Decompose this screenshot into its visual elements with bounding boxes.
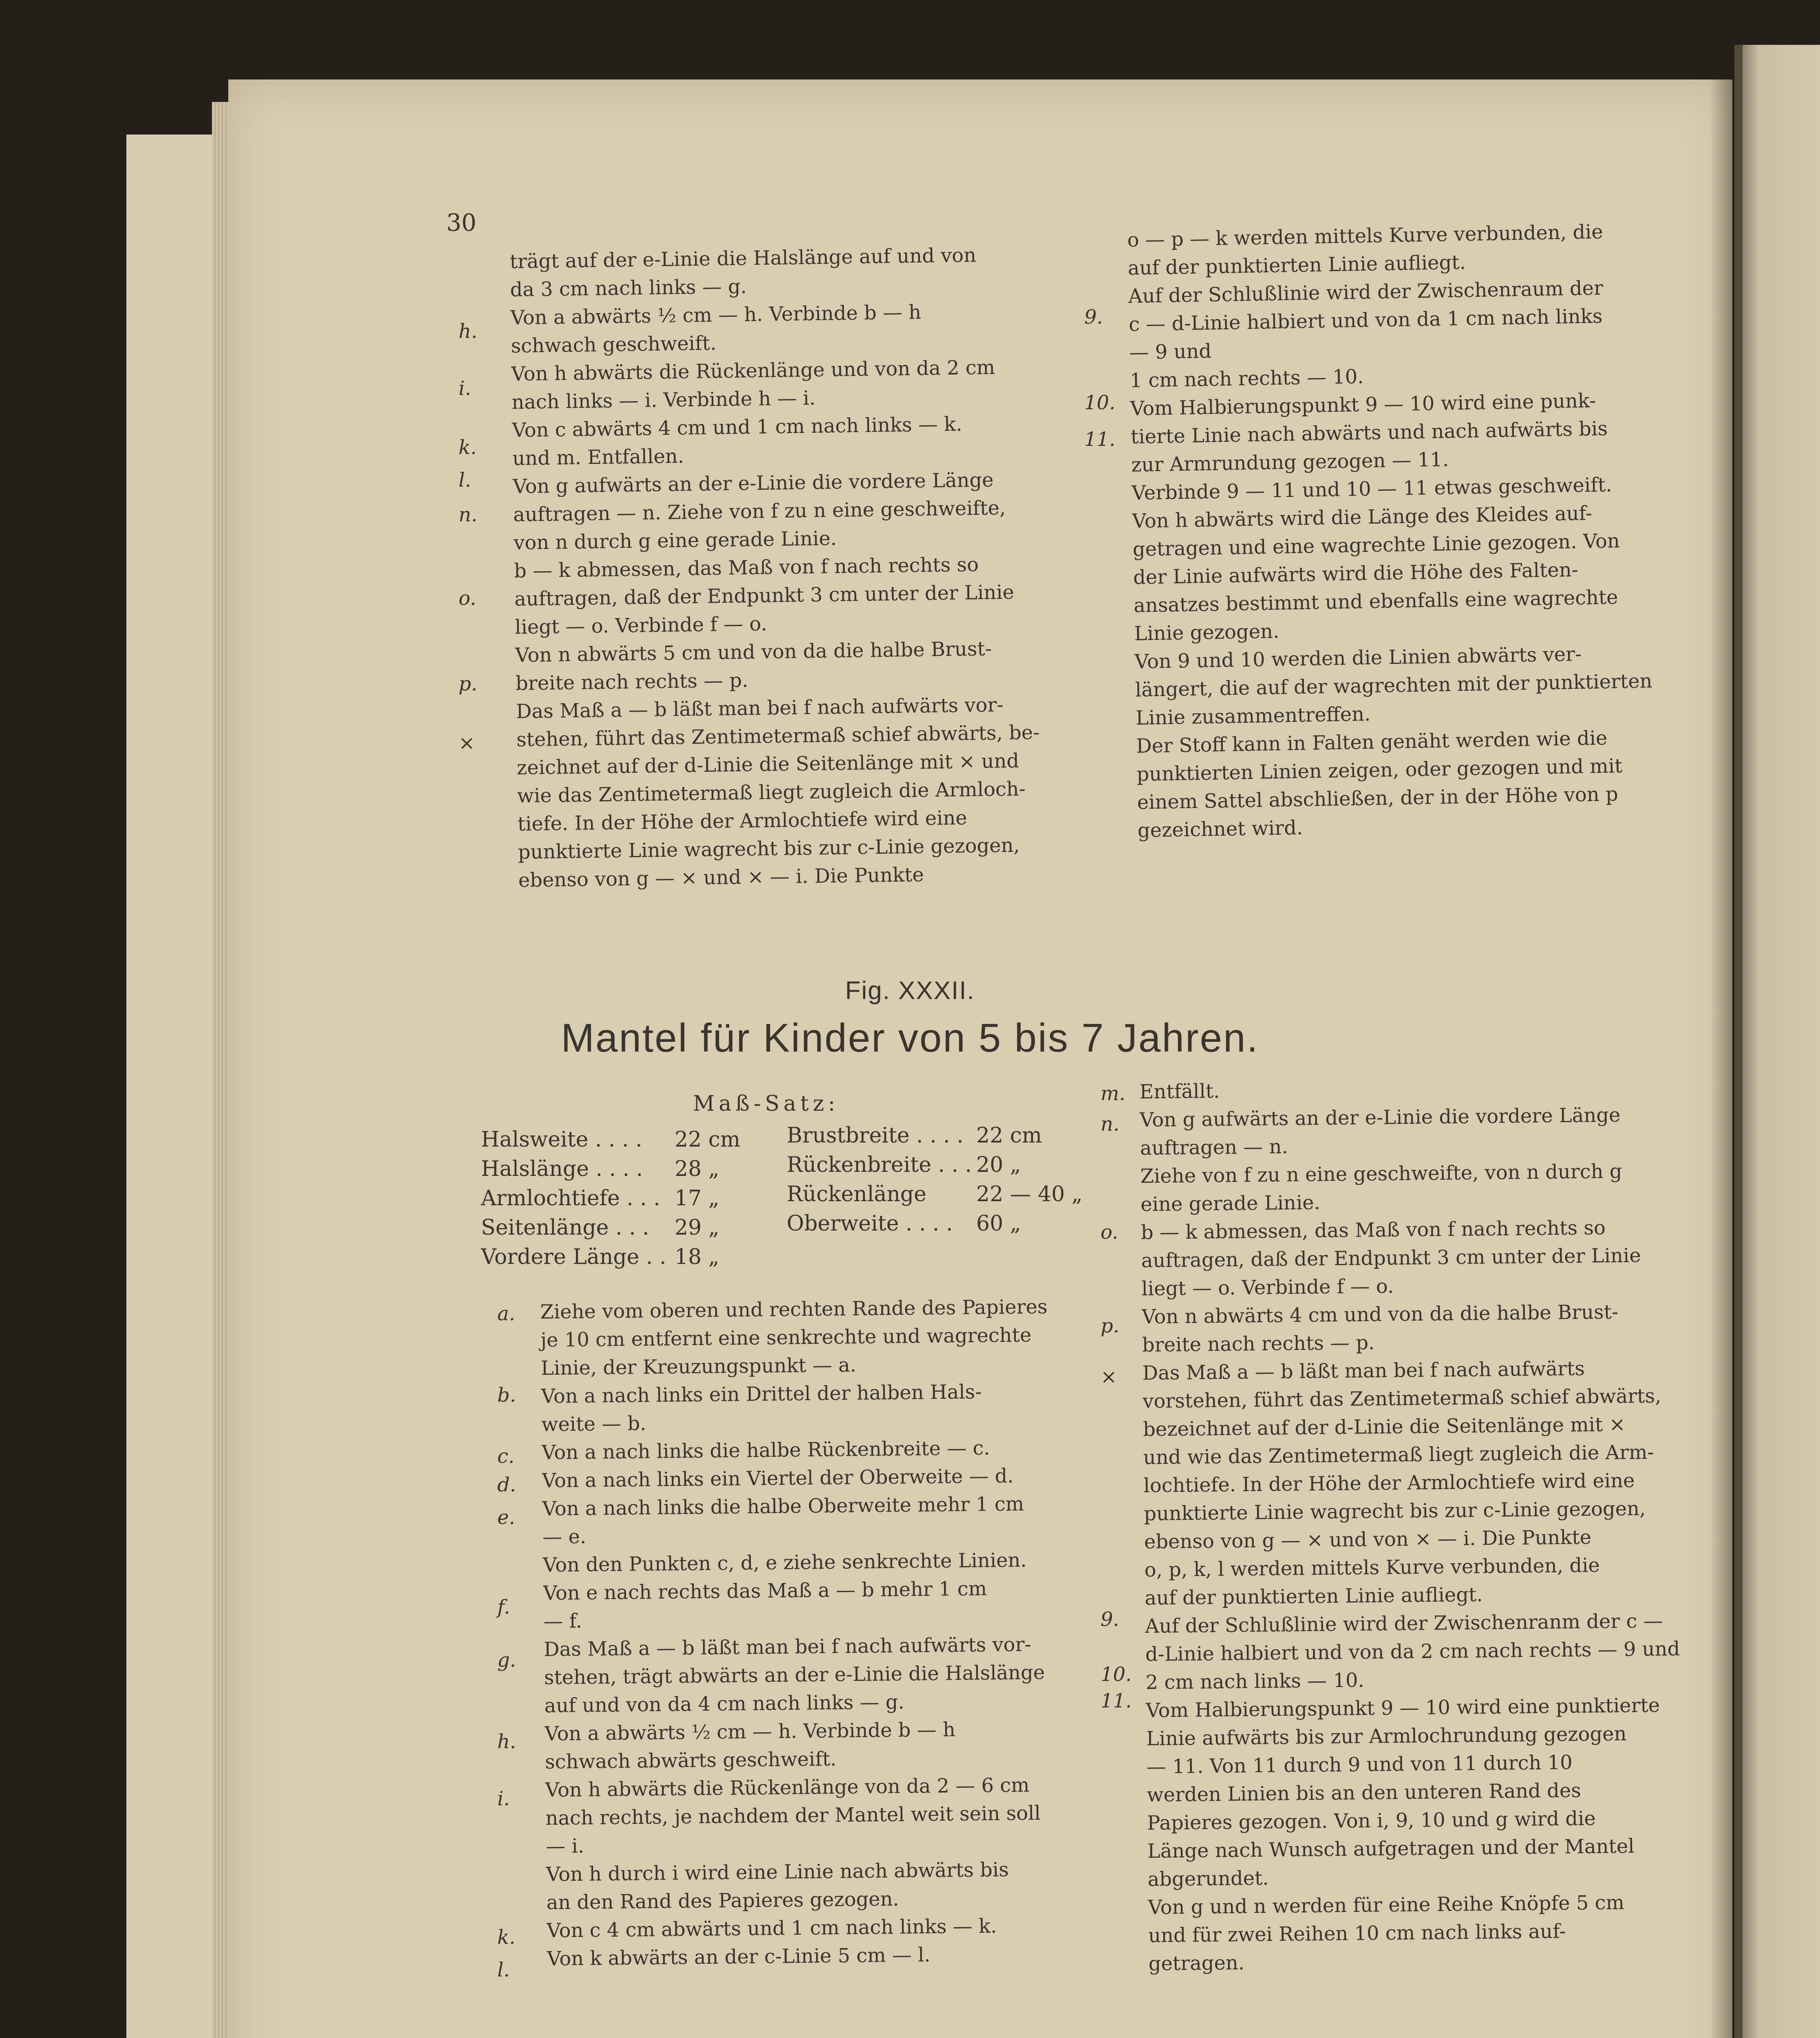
measures-left-values bbox=[675, 1125, 740, 1272]
text-line: Von a nach links ein Viertel der Oberweite — d. bbox=[542, 1464, 1014, 1492]
text-line: auftragen — n. Ziehe von f zu n eine geschweifte, bbox=[513, 496, 1006, 526]
text-line: o — p — k werden mittels Kurve verbunden, die bbox=[1127, 220, 1604, 251]
text-line: Auf der Schlußlinie wird der Zwischenranm der c — bbox=[1145, 1609, 1663, 1638]
text-line: Von g aufwärts an der e-Linie die vordere Länge bbox=[512, 468, 994, 498]
text-line: liegt — o. Verbinde f — o. bbox=[1141, 1275, 1394, 1300]
paragraph-label: f. bbox=[497, 1596, 510, 1619]
measure-name: Halsweite . . . . bbox=[481, 1127, 642, 1152]
text-line: da 3 cm nach links — g. bbox=[510, 275, 747, 301]
measure-name: Oberweite . . . . bbox=[787, 1211, 953, 1236]
measures-right-values bbox=[976, 1121, 1083, 1238]
figure-label: Fig. XXXII. bbox=[845, 977, 975, 1005]
measures-left-names bbox=[481, 1125, 666, 1272]
text-line: breite nach rechts — p. bbox=[515, 668, 748, 695]
text-line: Ziehe von f zu n eine geschweifte, von n durch g bbox=[1140, 1160, 1622, 1188]
paragraph-label: 10. bbox=[1084, 391, 1116, 414]
text-line: stehen, trägt abwärts an der e-Linie die Halslänge bbox=[544, 1661, 1045, 1689]
text-line: schwach geschweift. bbox=[510, 331, 717, 357]
paragraph-label: p. bbox=[459, 673, 477, 695]
text-line: d-Linie halbiert und von da 2 cm nach rechts — 9 und bbox=[1145, 1637, 1680, 1666]
text-line: Von h durch i wird eine Linie nach abwärts bis bbox=[546, 1858, 1009, 1886]
text-line: und für zwei Reihen 10 cm nach links auf- bbox=[1148, 1920, 1566, 1947]
text-line: Von c 4 cm abwärts und 1 cm nach links — k. bbox=[546, 1914, 997, 1942]
paragraph-label: × bbox=[459, 732, 475, 754]
text-line: und wie das Zentimetermaß liegt zugleich die Arm- bbox=[1143, 1440, 1655, 1469]
text-line: einem Sattel abschließen, der in der Höhe von p bbox=[1137, 783, 1619, 814]
text-line: bezeichnet auf der d-Linie die Seitenlänge mit × bbox=[1143, 1413, 1626, 1441]
measure-value: 22 — 40 „ bbox=[976, 1182, 1083, 1206]
text-line: schwach abwärts geschweift. bbox=[545, 1747, 837, 1773]
text-line: b — k abmessen, das Maß von f nach rechts so bbox=[514, 553, 979, 582]
paragraph-label: c. bbox=[497, 1445, 515, 1468]
text-line: Von h abwärts die Rückenlänge von da 2 — 6 cm bbox=[545, 1773, 1030, 1802]
text-line: b — k abmessen, das Maß von f nach rechts so bbox=[1141, 1216, 1606, 1244]
measure-value: 22 cm bbox=[675, 1127, 741, 1152]
text-line: ebenso von g — × und von × — i. Die Punkte bbox=[1144, 1526, 1592, 1553]
measures-right-names bbox=[787, 1121, 972, 1238]
text-line: c — d-Linie halbiert und von da 1 cm nach links bbox=[1128, 304, 1603, 336]
text-line: — f. bbox=[543, 1609, 582, 1633]
text-line: weite — b. bbox=[541, 1412, 646, 1436]
text-line: vorstehen, führt das Zentimetermaß schief abwärts, bbox=[1143, 1384, 1661, 1413]
text-line: tierte Linie nach abwärts und nach aufwärts bis bbox=[1130, 417, 1608, 448]
text-line: Ziehe vom oberen und rechten Rande des Papieres bbox=[540, 1295, 1048, 1323]
text-line: ansatzes bestimmt und ebenfalls eine wagrechte bbox=[1133, 586, 1619, 617]
text-line: Papieres gezogen. Von i, 9, 10 und g wird die bbox=[1147, 1807, 1596, 1835]
measure-name: Vordere Länge . . bbox=[481, 1245, 666, 1269]
text-line: breite nach rechts — p. bbox=[1142, 1331, 1375, 1356]
measure-name: Halslänge . . . . bbox=[481, 1157, 643, 1181]
paragraph-label: h. bbox=[497, 1730, 516, 1753]
text-line: Von n abwärts 4 cm und von da die halbe Brust- bbox=[1141, 1300, 1619, 1328]
measure-value: 20 „ bbox=[976, 1153, 1021, 1177]
text-line: Das Maß a — b läßt man bei f nach aufwärts vor- bbox=[543, 1633, 1031, 1661]
paragraph-label: n. bbox=[459, 503, 478, 526]
paragraph-label: k. bbox=[459, 436, 477, 459]
text-line: Von g aufwärts an der e-Linie die vordere Länge bbox=[1139, 1103, 1621, 1131]
text-line: Von a nach links ein Drittel der halben Hals- bbox=[541, 1380, 982, 1408]
paragraph-label: g. bbox=[497, 1649, 516, 1672]
text-line: 2 cm nach links — 10. bbox=[1145, 1669, 1365, 1694]
text-line: Vom Halbierungspunkt 9 — 10 wird eine punk- bbox=[1130, 389, 1596, 420]
text-line: gezeichnet wird. bbox=[1137, 816, 1303, 842]
text-line: Der Stoff kann in Falten genäht werden wie die bbox=[1136, 726, 1608, 758]
text-line: — e. bbox=[542, 1525, 587, 1548]
text-line: Von a nach links die halbe Rückenbreite — c. bbox=[541, 1436, 990, 1464]
text-line: trägt auf der e-Linie die Halslänge auf und von bbox=[510, 244, 977, 273]
paragraph-label: 11. bbox=[1084, 428, 1116, 451]
paragraph-label: × bbox=[1101, 1365, 1117, 1388]
text-line: — 11. Von 11 durch 9 und von 11 durch 10 bbox=[1146, 1751, 1573, 1778]
paragraph-label: l. bbox=[459, 469, 471, 492]
measure-value: 60 „ bbox=[976, 1211, 1021, 1236]
paragraph-label: e. bbox=[497, 1506, 515, 1529]
measure-name: Seitenlänge . . . bbox=[481, 1215, 649, 1240]
paragraph-label: a. bbox=[497, 1302, 515, 1325]
text-line: je 10 cm entfernt eine senkrechte und wagrechte bbox=[540, 1323, 1032, 1352]
paragraph-label: l. bbox=[497, 1959, 510, 1981]
measure-value: 18 „ bbox=[675, 1245, 719, 1269]
text-line: von n durch g eine gerade Linie. bbox=[513, 527, 837, 554]
text-line: nach links — i. Verbinde h — i. bbox=[511, 386, 816, 414]
text-line: wie das Zentimetermaß liegt zugleich die Armloch- bbox=[517, 777, 1026, 807]
bottom-right-column bbox=[1139, 1072, 1683, 1978]
mass-satz-heading: Maß-Satz: bbox=[693, 1092, 839, 1116]
text-line: eine gerade Linie. bbox=[1140, 1191, 1321, 1216]
text-line: längert, die auf der wagrechten mit der punktierten bbox=[1135, 669, 1652, 701]
text-line: auf und von da 4 cm nach links — g. bbox=[544, 1690, 904, 1717]
measure-name: Armlochtiefe . . . bbox=[481, 1186, 660, 1211]
text-line: Von a abwärts ½ cm — h. Verbinde b — h bbox=[544, 1718, 956, 1745]
text-line: punktierte Linie wagrecht bis zur c-Linie gezogen, bbox=[1143, 1497, 1646, 1525]
text-line: ebenso von g — × und × — i. Die Punkte bbox=[518, 863, 924, 892]
paragraph-label: d. bbox=[497, 1473, 516, 1496]
measure-value: 28 „ bbox=[675, 1157, 719, 1181]
text-line: zur Armrundung gezogen — 11. bbox=[1131, 448, 1449, 476]
paragraph-label: 10. bbox=[1101, 1663, 1132, 1686]
text-line: Linie aufwärts bis zur Armlochrundung gezogen bbox=[1146, 1722, 1627, 1750]
text-line: auftragen, daß der Endpunkt 3 cm unter der Linie bbox=[514, 580, 1015, 611]
figure-title: Mantel für Kinder von 5 bis 7 Jahren. bbox=[561, 1015, 1259, 1060]
text-line: auftragen — n. bbox=[1140, 1135, 1288, 1160]
text-line: Von k abwärts an der c-Linie 5 cm — l. bbox=[547, 1943, 931, 1970]
paragraph-label: b. bbox=[497, 1384, 516, 1407]
paragraph-label: o. bbox=[1101, 1221, 1118, 1244]
top-left-column bbox=[510, 240, 1042, 895]
text-line: — 9 und bbox=[1129, 340, 1212, 364]
text-line: Von a abwärts ½ cm — h. Verbinde b — h bbox=[510, 300, 922, 329]
measure-value: 29 „ bbox=[675, 1215, 719, 1240]
text-line: auftragen, daß der Endpunkt 3 cm unter der Linie bbox=[1141, 1244, 1641, 1272]
text-line: o, p, k, l werden mittels Kurve verbunden, die bbox=[1144, 1554, 1600, 1581]
text-line: stehen, führt das Zentimetermaß schief abwärts, be- bbox=[516, 721, 1040, 751]
text-line: — i. bbox=[545, 1834, 585, 1858]
text-line: Linie, der Kreuzungspunkt — a. bbox=[540, 1353, 856, 1380]
text-line: auf der punktierten Linie aufliegt. bbox=[1145, 1583, 1483, 1610]
text-line: und m. Entfallen. bbox=[512, 445, 684, 470]
text-line: Von a nach links die halbe Oberweite mehr 1 cm bbox=[542, 1492, 1024, 1520]
text-line: Linie zusammentreffen. bbox=[1135, 702, 1371, 730]
measure-value: 17 „ bbox=[675, 1186, 719, 1211]
text-line: Von h abwärts wird die Länge des Kleides auf- bbox=[1132, 502, 1593, 533]
text-line: Verbinde 9 — 11 und 10 — 11 etwas geschweift. bbox=[1131, 473, 1612, 505]
measure-name: Rückenbreite . . . bbox=[787, 1153, 972, 1177]
text-line: Das Maß a — b läßt man bei f nach aufwärts vor- bbox=[516, 693, 1004, 723]
text-line: 1 cm nach rechts — 10. bbox=[1130, 365, 1364, 392]
paragraph-label: p. bbox=[1101, 1315, 1119, 1337]
top-right-column bbox=[1127, 217, 1655, 845]
paragraph-label: 11. bbox=[1101, 1690, 1132, 1712]
text-line: liegt — o. Verbinde f — o. bbox=[514, 612, 768, 639]
text-line: punktierte Linie wagrecht bis zur c-Linie gezogen, bbox=[518, 834, 1020, 864]
text-line: Auf der Schlußlinie wird der Zwischenraum der bbox=[1128, 276, 1604, 308]
text-line: Entfällt. bbox=[1139, 1079, 1220, 1103]
text-line: Von n abwärts 5 cm und von da die halbe Brust- bbox=[515, 637, 992, 667]
text-line: Von 9 und 10 werden die Linien abwärts ver- bbox=[1134, 642, 1582, 673]
text-line: Von g und n werden für eine Reihe Knöpfe 5 cm bbox=[1148, 1891, 1625, 1919]
paragraph-label: h. bbox=[459, 320, 478, 343]
page-number: 30 bbox=[446, 209, 477, 236]
paragraph-label: o. bbox=[459, 587, 477, 610]
paragraph-label: i. bbox=[459, 377, 471, 400]
paragraph-label: i. bbox=[497, 1787, 510, 1810]
text-line: Von h abwärts die Rückenlänge und von da 2 cm bbox=[511, 356, 995, 386]
text-line: nach rechts, je nachdem der Mantel weit sein soll bbox=[545, 1802, 1041, 1830]
text-line: Von den Punkten c, d, e ziehe senkrechte Linien. bbox=[543, 1548, 1027, 1577]
text-line: auf der punktierten Linie aufliegt. bbox=[1127, 251, 1466, 280]
text-line: abgerundet. bbox=[1147, 1866, 1269, 1891]
text-line: tiefe. In der Höhe der Armlochtiefe wird eine bbox=[517, 806, 967, 836]
measure-value: 22 cm bbox=[976, 1123, 1042, 1148]
text-line: punktierten Linien zeigen, oder gezogen und mit bbox=[1136, 754, 1623, 786]
paragraph-label: 9. bbox=[1101, 1608, 1119, 1631]
measure-name: Brustbreite . . . . bbox=[787, 1123, 964, 1148]
text-line: Vom Halbierungspunkt 9 — 10 wird eine punktierte bbox=[1145, 1694, 1660, 1722]
paragraph-label: k. bbox=[497, 1926, 516, 1949]
text-line: lochtiefe. In der Höhe der Armlochtiefe wird eine bbox=[1143, 1469, 1635, 1497]
text-line: Länge nach Wunsch aufgetragen und der Mantel bbox=[1147, 1835, 1635, 1863]
paragraph-label: n. bbox=[1101, 1113, 1120, 1136]
text-line: Von c abwärts 4 cm und 1 cm nach links — k. bbox=[512, 412, 962, 442]
text-line: Von e nach rechts das Maß a — b mehr 1 cm bbox=[543, 1577, 987, 1605]
text-line: Linie gezogen. bbox=[1134, 620, 1280, 645]
text-line: zeichnet auf der d-Linie die Seitenlänge mit × und bbox=[516, 749, 1019, 779]
text-line: an den Rand des Papieres gezogen. bbox=[546, 1887, 899, 1914]
text-line: getragen und eine wagrechte Linie gezogen. Von bbox=[1132, 529, 1620, 561]
text-line: werden Linien bis an den unteren Rand des bbox=[1147, 1779, 1582, 1806]
text-line: Das Maß a — b läßt man bei f nach aufwärts bbox=[1142, 1357, 1585, 1385]
text-line: getragen. bbox=[1148, 1951, 1245, 1975]
paragraph-label: m. bbox=[1101, 1082, 1125, 1105]
measure-name: Rückenlänge bbox=[787, 1182, 927, 1206]
text-line: der Linie aufwärts wird die Höhe des Falten- bbox=[1133, 558, 1579, 589]
paragraph-label: 9. bbox=[1084, 306, 1103, 329]
bottom-left-column bbox=[540, 1293, 1054, 1973]
